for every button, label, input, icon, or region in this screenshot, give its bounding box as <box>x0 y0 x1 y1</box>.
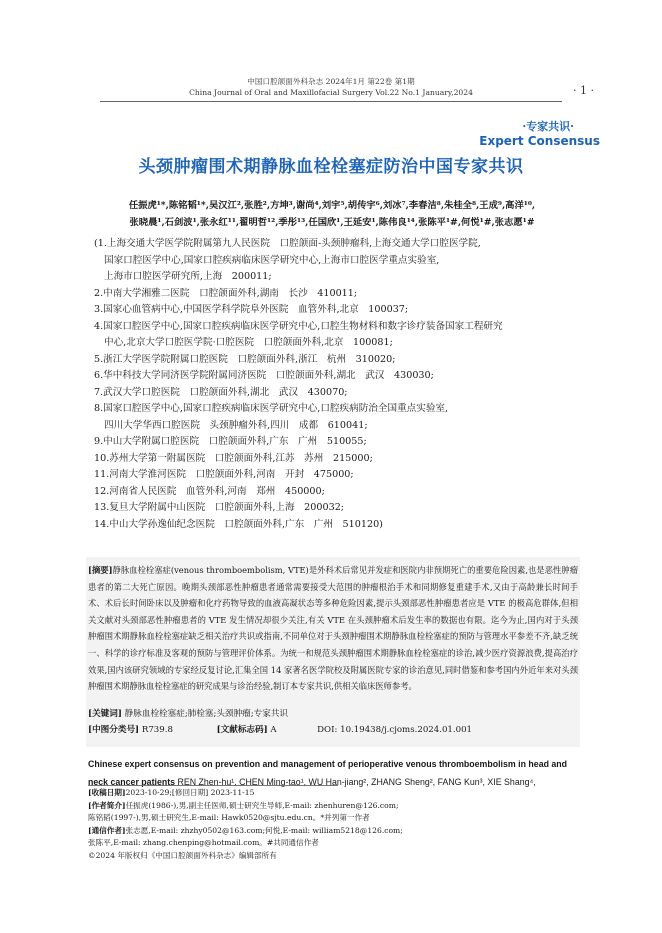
footnote-line <box>88 825 580 838</box>
author-list <box>82 197 582 231</box>
copyright: ©2024 年版权归《中国口腔颌面外科杂志》编辑部所有 <box>88 850 277 860</box>
footnote-line <box>88 812 580 825</box>
keywords-label: [关键词] <box>88 709 122 719</box>
affiliation-line: (1.上海交通大学医学院附属第九人民医院 口腔颌面-头颈肿瘤科,上海交通大学口腔医学院, <box>94 238 481 249</box>
footnote-line <box>88 850 580 863</box>
column-label-en: Expert Consensus <box>479 134 600 148</box>
journal-header <box>100 76 562 98</box>
doc-code-value: A <box>270 725 277 735</box>
affiliation-line: 国家口腔医学中心,国家口腔疾病临床医学研究中心,上海市口腔医学重点实验室, <box>104 254 440 266</box>
footnote-text: 张陈平,E-mail: zhang.chenping@hotmail.com。#共同通信作者 <box>88 838 319 847</box>
affiliation-line: 10.苏州大学第一附属医院 口腔颌面外科,江苏 苏州 215000; <box>94 452 373 464</box>
footnote-line <box>88 787 580 800</box>
affiliation-line: 3.国家心血管病中心,中国医学科学院阜外医院 血管外科,北京 100037; <box>94 304 409 315</box>
affiliation-line: 12.河南省人民医院 血管外科,河南 郑州 450000; <box>94 485 325 497</box>
affiliation-line: 7.武汉大学口腔医院 口腔颌面外科,湖北 武汉 430070; <box>94 386 348 398</box>
affiliation-line: 2.中南大学湘雅二医院 口腔颌面外科,湖南 长沙 410011; <box>94 287 358 299</box>
footnote-label: [作者简介] <box>88 800 126 810</box>
affiliation-line: 11.河南大学淮河医院 口腔颌面外科,河南 开封 475000; <box>94 469 354 480</box>
affiliation-line: 4.国家口腔医学中心,国家口腔疾病临床医学研究中心,口腔生物材料和数字诊疗装备国家工程研究 <box>94 320 503 332</box>
footnote-line <box>88 800 580 813</box>
affiliation-line: 9.中山大学附属口腔医院 口腔颌面外科,广东 广州 510055; <box>94 436 367 447</box>
keywords-text: 静脉血栓栓塞症;肺栓塞;头颈肿瘤;专家共识 <box>124 709 289 719</box>
abstract <box>88 562 578 695</box>
author-line: 任振虎¹*,陈铭韬¹*,吴汉江²,张胜²,方坤³,谢尚⁴,刘宇⁵,胡传宇⁶,刘冰⁷,李春洁⁸,朱桂全⁸,王成⁹,高洋¹⁰, <box>128 200 536 211</box>
affiliation-list <box>94 236 594 533</box>
affiliation-line: 上海市口腔医学研究所,上海 200011; <box>104 271 272 282</box>
classification-line <box>88 722 578 738</box>
article-title: 头颈肿瘤围术期静脉血栓栓塞症防治中国专家共识 <box>138 157 524 177</box>
keywords <box>88 706 578 722</box>
affiliation-line: 5.浙江大学医学院附属口腔医院 口腔颌面外科,浙江 杭州 310020; <box>94 353 396 365</box>
journal-name-cn: 中国口腔颌面外科杂志 2024年1月 第22卷 第1期 <box>247 77 415 86</box>
english-title: Chinese expert consensus on prevention and management of perioperative venous thromboembolism in head and neck cancer patients <box>88 759 568 787</box>
page-number: · 1 · <box>573 84 594 97</box>
footnote-label: [通信作者] <box>88 825 126 835</box>
footnote-label: [收稿日期] <box>88 788 126 797</box>
affiliation-line: 中心,北京大学口腔医学院·口腔医院 口腔颌面外科,北京 100081; <box>104 337 393 348</box>
footnote-line <box>88 837 580 850</box>
footnote-divider <box>88 785 338 786</box>
affiliation-line: 四川大学华西口腔医院 头颈肿瘤外科,四川 成都 610041; <box>104 419 368 431</box>
abstract-text: 静脉血栓栓塞症(venous thromboembolism, VTE)是外科术后常见并发症和医院内非预期死亡的重要危险因素,也是恶性肿瘤患者的第二大死亡原因。晚期头颈部恶性肿瘤患者通常需要接受大范围的肿瘤根治手术和同期修复重建手术,又由于高龄兼长时间手术、术后长时间卧床以及肿瘤和化疗药物导致的血液高凝状态等多种危险因素,提示头颈部恶性肿瘤患者应是 VTE 的极高危群体,但相关文献对头颈部恶性肿瘤患者的 VTE 发生情况却很少关注,有关 VTE 在头颈肿瘤术后发生率的数据也有限。迄今为止,国内对于头颈肿瘤围术期静脉血栓栓塞症缺乏相关治疗共识或指南,不同单位对于头颈肿瘤围术期静脉血栓栓塞症的预防与管理水平参差不齐,缺乏统一、科学的诊疗标准及客观的预防与管理评价体系。为统一和规范头颈肿瘤围术期静脉血栓栓塞症的诊治,减少医疗资源浪费,提高治疗效果,国内该研究领域的专家经反复讨论,汇集全国 14 家著名医学院校及附属医院专家的诊治意见,同时借鉴和参考国内外近年来对头颈肿瘤围术期静脉血栓栓塞症的研究成果与诊治经验,制订本专家共识,供相关临床医师参考。 <box>88 565 578 692</box>
affiliation-line: 13.复旦大学附属中山医院 口腔颌面外科,上海 200032; <box>94 502 345 513</box>
column-label-cn: ·专家共识· <box>522 120 574 133</box>
affiliation-line: 8.国家口腔医学中心,国家口腔疾病临床医学研究中心,口腔疾病防治全国重点实验室, <box>94 403 449 414</box>
footnotes <box>88 787 580 862</box>
clc-label: [中图分类号] <box>88 725 140 735</box>
footnote-text: 张志愿,E-mail: zhzhy0502@163.com;何悦,E-mail: william5218@126.com; <box>125 825 403 835</box>
clc-value: R739.8 <box>141 725 173 735</box>
english-authors: REN Zhen-hu¹, CHEN Ming-tao¹, WU Han-jiang², ZHANG Sheng², FANG Kun³, XIE Shang⁴, <box>177 777 536 787</box>
abstract-label: [摘要] <box>88 565 113 575</box>
footnote-text: 2023-10-29;[修回日期] 2023-11-15 <box>125 788 255 797</box>
footnote-text: 陈铭韬(1997-),男,硕士研究生,E-mail: Hawk0520@sjtu.edu.cn。*并列第一作者 <box>88 813 370 822</box>
doc-code-label: [文献标志码] <box>216 725 268 735</box>
footnote-text: 任振虎(1986-),男,副主任医师,硕士研究生导师,E-mail: zhenhuren@126.com; <box>125 800 399 810</box>
header-divider <box>100 101 562 102</box>
affiliation-line: 6.华中科技大学同济医学院附属同济医院 口腔颌面外科,湖北 武汉 430030; <box>94 370 434 381</box>
doi: DOI: 10.19438/j.cjoms.2024.01.001 <box>317 725 473 735</box>
affiliation-line: 14.中山大学孙逸仙纪念医院 口腔颌面外科,广东 广州 510120) <box>94 518 383 530</box>
journal-name-en: China Journal of Oral and Maxillofacial Surgery Vol.22 No.1 January,2024 <box>189 88 473 97</box>
author-line: 张晓晨¹,石剑波¹,张永红¹¹,翟明哲¹²,季彤¹³,任国欣¹,王延安¹,陈伟良¹⁴,张陈平¹#,何悦¹#,张志愿¹# <box>129 217 535 228</box>
